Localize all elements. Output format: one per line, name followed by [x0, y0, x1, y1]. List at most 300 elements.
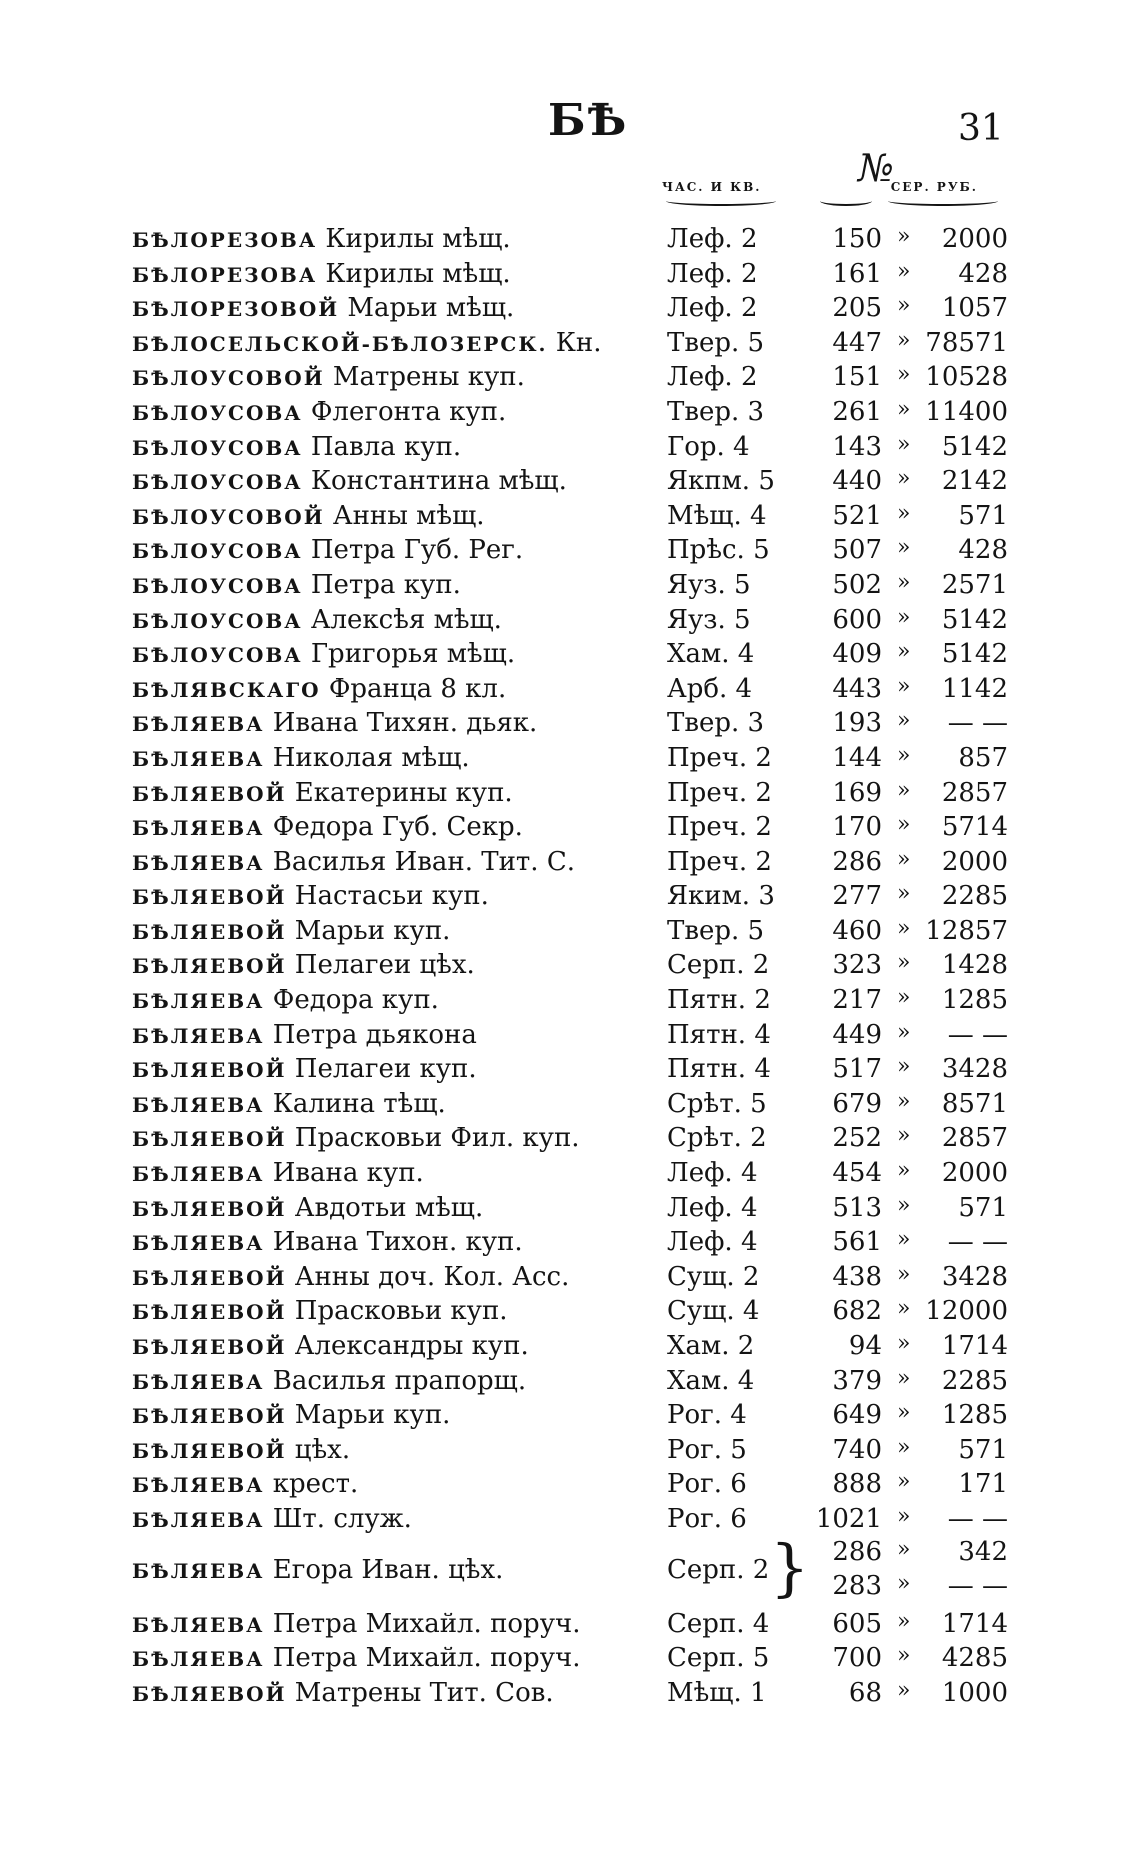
entry-details: Ивана куп.	[264, 1158, 424, 1189]
entry-location: Серп. 2	[667, 1554, 770, 1585]
entry-number: 144	[832, 742, 882, 773]
entry-mark: »	[897, 846, 911, 872]
entry-number: 68	[848, 1677, 882, 1708]
entry-sum: 1428	[941, 950, 1008, 981]
entry-location: Леф. 4	[667, 1192, 758, 1223]
entry-location: Преч. 2	[667, 846, 772, 877]
page-title: БѢ	[548, 95, 629, 146]
entry-location: Мѣщ. 4	[667, 500, 767, 531]
entry-mark: »	[897, 915, 911, 941]
entry-mark: »	[897, 708, 911, 734]
entry-number: 150	[832, 224, 882, 254]
entry-name	[132, 293, 652, 323]
entry-name	[132, 1504, 652, 1534]
entry-number: 217	[832, 985, 882, 1016]
entry-surname: БѢЛЯЕВОЙ	[132, 1438, 287, 1463]
entry-location: Гор. 4	[667, 431, 750, 462]
entry-sum: 10528	[925, 362, 1008, 393]
table-row	[0, 257, 1140, 292]
entry-number: 161	[832, 258, 882, 289]
entry-name	[132, 432, 652, 462]
entry-mark: »	[897, 742, 911, 768]
entry-surname: БѢЛЯЕВА	[132, 1507, 265, 1532]
entry-surname: БѢЛЯЕВОЙ	[132, 1300, 287, 1325]
entry-location: Леф. 2	[667, 258, 758, 289]
entry-details: Григорья мѣщ.	[302, 639, 516, 670]
entry-name	[132, 847, 652, 877]
entry-name	[132, 362, 652, 392]
entry-mark: »	[897, 604, 911, 630]
entry-name	[132, 1643, 652, 1673]
entry-mark: »	[897, 1503, 911, 1529]
entry-surname: БѢЛЯЕВОЙ	[132, 1265, 287, 1290]
table-row	[0, 948, 1140, 983]
entry-surname: БѢЛОУСОВОЙ	[132, 504, 325, 529]
entry-details: Павла куп.	[302, 431, 462, 462]
entry-name	[132, 639, 652, 669]
table-row	[0, 464, 1140, 499]
entry-location: Леф. 2	[667, 362, 758, 393]
entry-name	[132, 1193, 652, 1223]
table-row	[0, 1156, 1140, 1191]
entry-sum: — —	[947, 1019, 1008, 1050]
entry-surname: БѢЛОУСОВА	[132, 470, 303, 495]
entry-sum: 171	[958, 1469, 1008, 1500]
table-row	[0, 672, 1140, 707]
entry-sum: — —	[947, 1227, 1008, 1258]
entry-name	[132, 881, 652, 911]
column-header-location: ЧАС. И КВ.	[662, 180, 762, 194]
table-row	[0, 1433, 1140, 1468]
entry-sum: 428	[958, 258, 1008, 289]
entry-name	[132, 570, 652, 600]
entry-name	[132, 1555, 652, 1585]
entry-sum: 428	[958, 535, 1008, 566]
entry-location: Срѣт. 2	[667, 1123, 767, 1154]
entry-location: Твер. 5	[667, 915, 765, 946]
entry-surname: БѢЛОРЕЗОВОЙ	[132, 297, 340, 322]
entry-sum: 8571	[941, 1088, 1008, 1119]
entry-mark: »	[897, 224, 911, 249]
entry-location: Твер. 3	[667, 396, 765, 427]
entry-mark: »	[897, 881, 911, 907]
entry-details: Анны мѣщ.	[324, 500, 485, 531]
entry-sum: 857	[958, 742, 1008, 773]
entry-name	[132, 397, 652, 427]
entry-sum: 5142	[941, 604, 1008, 635]
entry-sum: 1057	[941, 293, 1008, 324]
entry-name	[132, 1054, 652, 1084]
entry-surname: БѢЛЯЕВА	[132, 1473, 265, 1498]
entry-number: 409	[832, 639, 882, 670]
entry-number: 460	[832, 915, 882, 946]
entry-sum: 5714	[941, 812, 1008, 843]
entry-mark: »	[897, 293, 911, 319]
entry-number: 443	[832, 673, 882, 704]
entry-name	[132, 674, 652, 704]
entry-number: 323	[832, 950, 882, 981]
entry-mark: »	[897, 812, 911, 838]
entry-details: Матрены Тит. Сов.	[286, 1677, 554, 1708]
entry-sum: — —	[947, 1570, 1008, 1601]
entry-name	[132, 916, 652, 946]
entry-surname: БѢЛОСЕЛЬСКОЙ-БѢЛОЗЕРСК.	[132, 331, 548, 356]
entry-location: Преч. 2	[667, 777, 772, 808]
entry-location: Леф. 4	[667, 1158, 758, 1189]
entry-mark: »	[897, 1123, 911, 1149]
entry-number: 502	[832, 569, 882, 600]
table-row	[0, 845, 1140, 880]
entry-mark: »	[897, 1677, 911, 1703]
entry-details: Марьи мѣщ.	[339, 293, 515, 324]
table-row	[0, 741, 1140, 776]
entry-details: Шт. служ.	[264, 1503, 412, 1534]
entry-sum: 4285	[941, 1643, 1008, 1674]
entry-location: Хам. 2	[667, 1331, 755, 1361]
entry-location: Твер. 3	[667, 708, 765, 739]
entry-mark: »	[897, 985, 911, 1011]
entry-details: Настасьи куп.	[286, 881, 489, 912]
entry-number: 143	[832, 431, 882, 462]
table-row	[0, 499, 1140, 534]
entry-name	[132, 1366, 652, 1396]
entry-mark: »	[897, 1192, 911, 1218]
entry-sum: — —	[947, 708, 1008, 739]
entry-number: 447	[832, 327, 882, 358]
entry-number: 277	[832, 881, 882, 912]
column-header-number: №	[858, 146, 894, 190]
entry-name	[132, 1020, 652, 1050]
entry-details: Александры куп.	[286, 1331, 529, 1361]
entry-surname: БѢЛОУСОВА	[132, 539, 303, 564]
entry-mark: »	[897, 950, 911, 976]
entry-number: 888	[832, 1469, 882, 1500]
column-header-sum: СЕР. РУБ.	[890, 180, 978, 194]
entry-location: Арб. 4	[667, 673, 753, 704]
entry-surname: БѢЛЯЕВА	[132, 989, 265, 1014]
entry-location: Срѣт. 5	[667, 1088, 767, 1119]
entry-details: Петра Михайл. поруч.	[264, 1608, 581, 1639]
table-row	[0, 879, 1140, 914]
entry-location: Яуз. 5	[667, 569, 751, 600]
table-row	[0, 1294, 1140, 1329]
entry-mark: »	[897, 1227, 911, 1253]
entry-details: Пелагеи куп.	[286, 1054, 477, 1085]
entry-location: Рог. 4	[667, 1400, 747, 1431]
entry-surname: БѢЛОУСОВА	[132, 608, 303, 633]
entry-details: Флегонта куп.	[302, 396, 507, 427]
entry-surname: БѢЛЯЕВА	[132, 1231, 265, 1256]
entry-surname: БѢЛЯЕВА	[132, 712, 265, 737]
entry-details: Анны доч. Кол. Асс.	[286, 1261, 570, 1292]
entry-sum: 3428	[941, 1054, 1008, 1085]
entry-details: Кирилы мѣщ.	[317, 258, 511, 289]
entry-name	[132, 1089, 652, 1119]
entry-location: Леф. 2	[667, 224, 758, 254]
entry-number: 517	[832, 1054, 882, 1085]
entry-number: 283	[832, 1570, 882, 1601]
entry-mark: »	[897, 1643, 911, 1669]
entry-name	[132, 1469, 652, 1499]
table-row	[0, 1607, 1140, 1642]
entry-surname: БѢЛЯЕВА	[132, 850, 265, 875]
entry-name	[132, 708, 652, 738]
entry-location: Серп. 4	[667, 1608, 770, 1639]
entry-details: Петра Михайл. поруч.	[264, 1643, 581, 1674]
entry-number: 440	[832, 466, 882, 497]
entry-name	[132, 1435, 652, 1465]
entry-number: 193	[832, 708, 882, 739]
entry-number: 605	[832, 1608, 882, 1639]
entry-surname: БѢЛОРЕЗОВА	[132, 262, 318, 287]
entry-number: 682	[832, 1296, 882, 1327]
entry-sum: 12857	[925, 915, 1008, 946]
entry-sum: 2000	[941, 1158, 1008, 1189]
entry-sum: 1142	[941, 673, 1008, 704]
table-row	[0, 1052, 1140, 1087]
entry-location: Серп. 5	[667, 1643, 770, 1674]
table-row	[0, 533, 1140, 568]
entry-sum: 2000	[941, 846, 1008, 877]
table-row	[0, 395, 1140, 430]
entry-surname: БѢЛОУСОВА	[132, 573, 303, 598]
entry-number: 513	[832, 1192, 882, 1223]
entry-surname: БѢЛЯВСКАГО	[132, 677, 321, 702]
entry-mark: »	[897, 327, 911, 353]
entry-name	[132, 466, 652, 496]
entry-sum: — —	[947, 1503, 1008, 1534]
entry-surname: БѢЛЯЕВА	[132, 1023, 265, 1048]
table-row	[0, 603, 1140, 638]
entry-mark: »	[897, 1296, 911, 1322]
entry-number: 252	[832, 1123, 882, 1154]
entry-location: Прѣс. 5	[667, 535, 770, 566]
entry-name	[132, 1262, 652, 1292]
entry-location: Пятн. 4	[667, 1054, 771, 1085]
curly-bracket: }	[770, 1530, 810, 1604]
entry-sum: 2142	[941, 466, 1008, 497]
table-row	[0, 568, 1140, 603]
entry-number: 94	[848, 1331, 882, 1361]
entry-location: Преч. 2	[667, 742, 772, 773]
entry-location: Рог. 6	[667, 1469, 747, 1500]
page-number: 31	[958, 108, 1004, 149]
entry-sum: 571	[958, 1192, 1008, 1223]
entry-number: 561	[832, 1227, 882, 1258]
entry-number: 454	[832, 1158, 882, 1189]
entry-name	[132, 328, 652, 358]
entry-details: Федора Губ. Секр.	[264, 812, 523, 843]
entry-name	[132, 1158, 652, 1188]
entry-mark: »	[897, 777, 911, 803]
entry-details: Марьи куп.	[286, 915, 451, 946]
entry-details: Екатерины куп.	[286, 777, 513, 808]
entry-number: 521	[832, 500, 882, 531]
entry-surname: БѢЛЯЕВОЙ	[132, 1335, 287, 1359]
entry-mark: »	[897, 1536, 911, 1562]
entry-details: Авдотьи мѣщ.	[286, 1192, 484, 1223]
entry-name	[132, 1400, 652, 1430]
entry-surname: БѢЛЯЕВОЙ	[132, 1681, 287, 1706]
entry-details: Франца 8 кл.	[320, 673, 507, 704]
entry-sum: 342	[958, 1536, 1008, 1567]
entry-number: 169	[832, 777, 882, 808]
entry-location: Твер. 5	[667, 327, 765, 358]
table-row	[0, 1641, 1140, 1676]
entry-number: 170	[832, 812, 882, 843]
entry-name	[132, 985, 652, 1015]
entry-sum: 11400	[925, 396, 1008, 427]
entry-location: Пятн. 4	[667, 1019, 771, 1050]
entry-details: Алексѣя мѣщ.	[302, 604, 502, 635]
entry-location: Хам. 4	[667, 639, 755, 670]
entry-location: Мѣщ. 1	[667, 1677, 767, 1708]
entry-sum: 1285	[941, 1400, 1008, 1431]
entry-mark: »	[897, 1434, 911, 1460]
entry-sum: 12000	[925, 1296, 1008, 1327]
table-row	[0, 222, 1140, 257]
table-row	[0, 1398, 1140, 1433]
entry-details: Ивана Тихон. куп.	[264, 1227, 523, 1258]
entry-surname: БѢЛЯЕВА	[132, 1092, 265, 1117]
entry-mark: »	[897, 396, 911, 422]
table-row	[0, 1121, 1140, 1156]
table-row	[0, 1467, 1140, 1502]
entry-sum: 2285	[941, 881, 1008, 912]
entry-details: Петра Губ. Рег.	[302, 535, 524, 566]
entry-details: Петра куп.	[302, 569, 461, 600]
entry-details: Егора Иван. цѣх.	[264, 1554, 504, 1585]
entry-number: 438	[832, 1261, 882, 1292]
entry-surname: БѢЛЯЕВОЙ	[132, 954, 287, 979]
entry-name	[132, 812, 652, 842]
entry-sum: 1000	[941, 1677, 1008, 1708]
entry-location: Хам. 4	[667, 1365, 755, 1396]
entry-location: Якпм. 5	[667, 466, 775, 497]
table-row	[0, 430, 1140, 465]
entry-details: Василья Иван. Тит. С.	[264, 846, 575, 877]
entry-sum: 2857	[941, 777, 1008, 808]
table-row	[0, 706, 1140, 741]
entry-sum: 3428	[941, 1261, 1008, 1292]
entry-number: 205	[832, 293, 882, 324]
entry-name	[132, 501, 652, 531]
entry-surname: БѢЛЯЕВОЙ	[132, 781, 287, 806]
entry-name	[132, 1296, 652, 1326]
table-row	[0, 1191, 1140, 1226]
entry-details: Калина тѣщ.	[264, 1088, 446, 1119]
entry-details: Марьи куп.	[286, 1400, 451, 1431]
entry-number: 1021	[815, 1503, 882, 1534]
entry-sum: 78571	[925, 327, 1008, 358]
entry-sum: 571	[958, 1434, 1008, 1465]
entry-name	[132, 1227, 652, 1257]
entry-details: Кн.	[547, 327, 602, 358]
entry-surname: БѢЛЯЕВОЙ	[132, 919, 287, 944]
entry-name	[132, 535, 652, 565]
table-row	[0, 637, 1140, 672]
entry-mark: »	[897, 1570, 911, 1596]
entry-mark: »	[897, 1400, 911, 1426]
entry-surname: БѢЛОУСОВА	[132, 435, 303, 460]
entry-name	[132, 950, 652, 980]
table-row	[0, 326, 1140, 361]
entry-surname: БѢЛЯЕВА	[132, 1162, 265, 1187]
column-brace-number	[820, 196, 872, 206]
entry-sum: 1714	[941, 1331, 1008, 1361]
entry-mark: »	[897, 1158, 911, 1184]
entry-number: 261	[832, 396, 882, 427]
entry-surname: БѢЛЯЕВОЙ	[132, 1196, 287, 1221]
entry-surname: БѢЛЯЕВОЙ	[132, 885, 287, 910]
entry-name	[132, 1123, 652, 1153]
entry-mark: »	[897, 535, 911, 561]
entry-location: Сущ. 2	[667, 1261, 760, 1292]
entry-number: 507	[832, 535, 882, 566]
entry-location: Яким. 3	[667, 881, 775, 912]
entry-mark: »	[897, 431, 911, 457]
table-row	[0, 810, 1140, 845]
entry-surname: БѢЛЯЕВОЙ	[132, 1127, 287, 1152]
entry-surname: БѢЛОУСОВОЙ	[132, 366, 325, 391]
entry-location: Рог. 6	[667, 1503, 747, 1534]
entry-location: Леф. 4	[667, 1227, 758, 1258]
entry-details: Федора куп.	[264, 985, 439, 1016]
entry-sum: 1714	[941, 1608, 1008, 1639]
table-row	[0, 1676, 1140, 1711]
entry-details: Матрены куп.	[324, 362, 525, 393]
entry-location: Серп. 2	[667, 950, 770, 981]
entry-number: 286	[832, 1536, 882, 1567]
table-row	[0, 776, 1140, 811]
entry-number: 679	[832, 1088, 882, 1119]
entry-surname: БѢЛЯЕВОЙ	[132, 1058, 287, 1083]
entry-details: Прасковьи Фил. куп.	[286, 1123, 580, 1154]
entry-sum: 2571	[941, 569, 1008, 600]
register-table	[0, 222, 1140, 1710]
entry-mark: »	[897, 1054, 911, 1080]
entry-sum: 5142	[941, 431, 1008, 462]
entry-surname: БѢЛЯЕВА	[132, 1558, 265, 1583]
entry-number: 379	[832, 1365, 882, 1396]
entry-surname: БѢЛЯЕВА	[132, 746, 265, 771]
table-row	[0, 360, 1140, 395]
table-row	[0, 1364, 1140, 1399]
entry-mark: »	[897, 362, 911, 388]
entry-details: Кирилы мѣщ.	[317, 224, 511, 254]
entry-mark: »	[897, 1331, 911, 1356]
entry-mark: »	[897, 1019, 911, 1045]
entry-name	[132, 224, 652, 254]
entry-sum: 2285	[941, 1365, 1008, 1396]
table-row	[0, 1225, 1140, 1260]
table-row-double	[0, 1530, 1140, 1607]
entry-location: Леф. 2	[667, 293, 758, 324]
entry-mark: »	[897, 1608, 911, 1634]
entry-name	[132, 1678, 652, 1708]
entry-number: 286	[832, 846, 882, 877]
entry-location: Яуз. 5	[667, 604, 751, 635]
entry-number: 449	[832, 1019, 882, 1050]
entry-surname: БѢЛЯЕВА	[132, 1612, 265, 1637]
entry-details: Петра дьякона	[264, 1019, 477, 1050]
entry-mark: »	[897, 1365, 911, 1391]
entry-number: 740	[832, 1434, 882, 1465]
entry-name	[132, 743, 652, 773]
entry-details: Василья прапорщ.	[264, 1365, 527, 1396]
entry-surname: БѢЛЯЕВА	[132, 1369, 265, 1394]
column-brace-sum	[888, 196, 998, 206]
